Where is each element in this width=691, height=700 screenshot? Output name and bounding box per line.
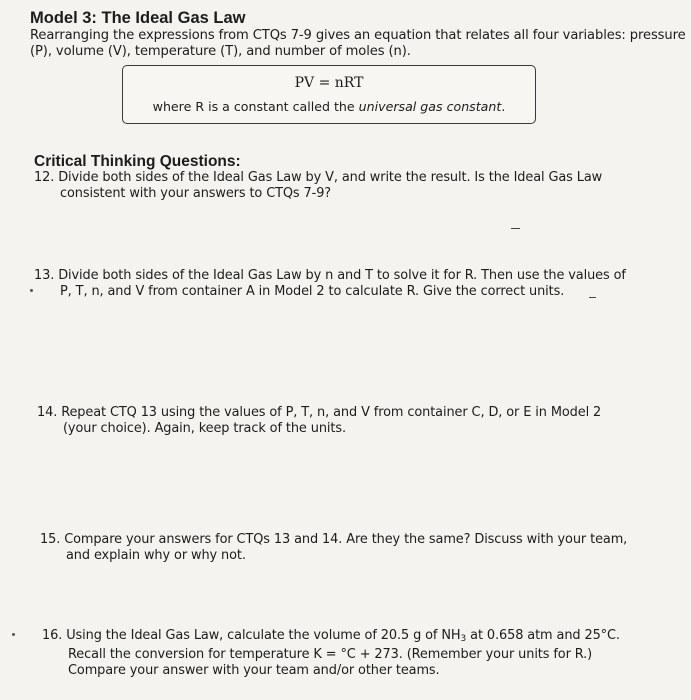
question-number: 14. [37, 405, 58, 420]
critical-thinking-heading: Critical Thinking Questions: [34, 153, 241, 170]
question-number: 16. [42, 628, 63, 643]
question-14 [37, 405, 687, 437]
question-16 [42, 628, 687, 679]
question-12 [34, 170, 684, 202]
question-text: Using the Ideal Gas Law, calculate the volume of 20.5 g of $NH_3$ at 0.658 atm and 25°C. [66, 628, 620, 644]
question-text-cont: P, T, n, and V from container A in Model 2 to calculate R. Give the correct units. [60, 284, 565, 299]
model-title: Model 3: The Ideal Gas Law [30, 9, 246, 27]
pencil-mark [589, 297, 596, 298]
question-15 [40, 532, 690, 564]
question-number: 12. [34, 170, 55, 185]
question-text-cont: Recall the conversion for temperature K = °C + 273. (Remember your units for R.) [68, 647, 593, 662]
pencil-dot [30, 289, 33, 292]
question-text: Repeat CTQ 13 using the values of P, T, n, and V from container C, D, or E in Model 2 [61, 405, 602, 420]
ideal-gas-equation: PV = nRT [294, 75, 364, 91]
question-text-cont: Compare your answer with your team and/or other teams. [68, 663, 440, 678]
question-text-cont: (your choice). Again, keep track of the units. [63, 421, 346, 436]
equation-note: where R is a constant called the universal gas constant. [152, 99, 506, 114]
bleed-through-texture [470, 6, 680, 22]
question-text: Divide both sides of the Ideal Gas Law by n and T to solve it for R. Then use the values of [58, 268, 626, 283]
question-number: 15. [40, 532, 61, 547]
question-13 [34, 268, 690, 300]
question-text: Divide both sides of the Ideal Gas Law by V, and write the result. Is the Ideal Gas Law [58, 170, 603, 185]
universal-gas-constant-term: universal gas constant [358, 99, 502, 114]
question-text-cont: and explain why or why not. [66, 548, 246, 563]
question-number: 13. [34, 268, 55, 283]
question-text: Compare your answers for CTQs 13 and 14. Are they the same? Discuss with your team, [64, 532, 628, 547]
model-intro: Rearranging the expressions from CTQs 7-9 gives an equation that relates all four variables: pressure (P), volume (V), temperature (T), and number of moles (n). [30, 28, 686, 59]
pencil-mark [511, 228, 520, 229]
equation-box [122, 65, 536, 124]
question-text-cont: consistent with your answers to CTQs 7-9? [60, 186, 332, 201]
pencil-dot [12, 633, 15, 636]
